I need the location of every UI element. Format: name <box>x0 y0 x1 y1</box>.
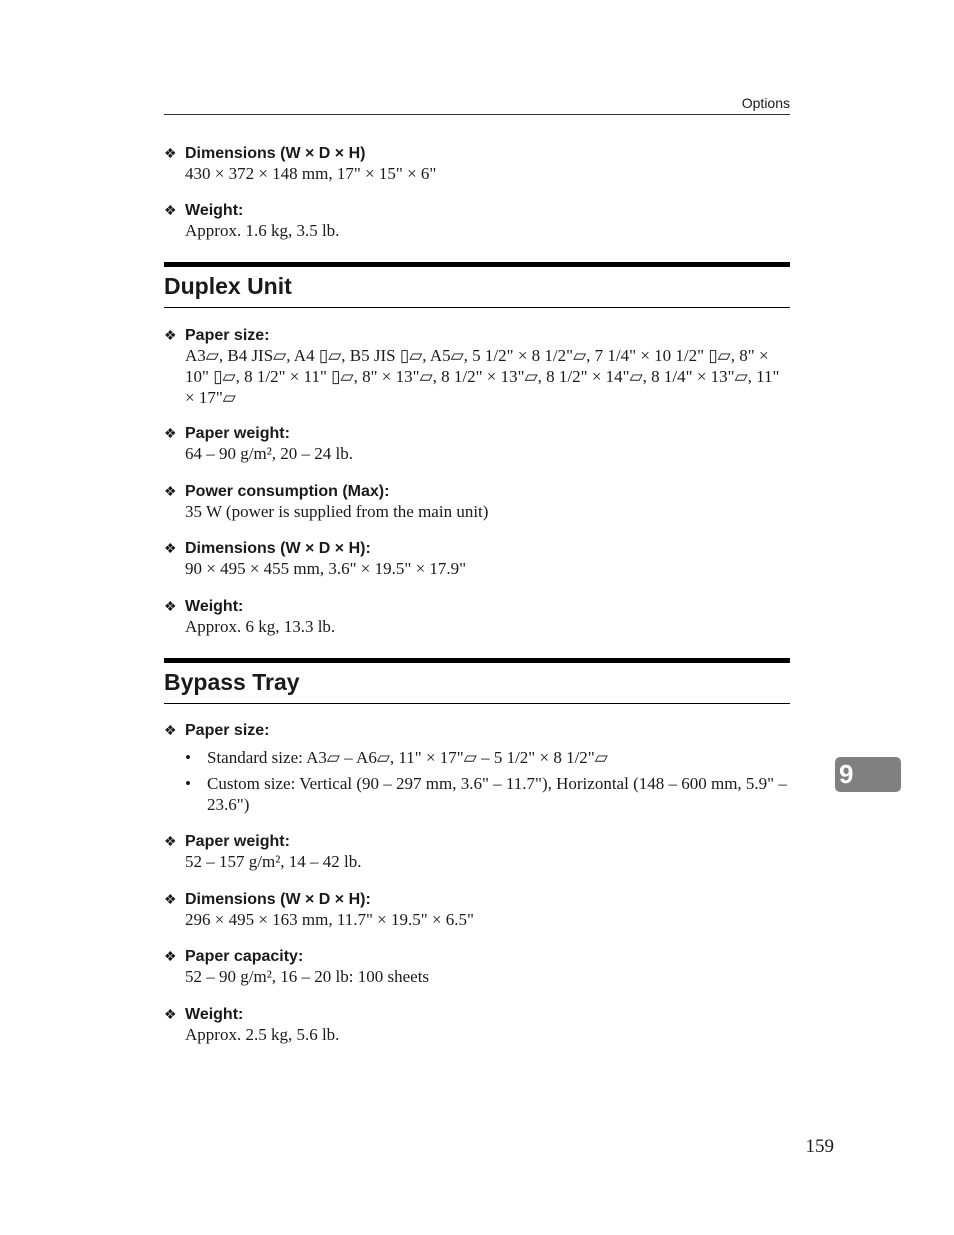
spec-value: Approx. 1.6 kg, 3.5 lb. <box>185 221 340 240</box>
spec-dimensions-duplex <box>164 538 792 579</box>
list-item-text: Standard size: A3▱ – A6▱, 11" × 17"▱ – 5 1/2" × 8 1/2"▱ <box>207 748 608 767</box>
spec-label: Weight: <box>185 598 244 615</box>
diamond-bullet-icon: ❖ <box>164 202 177 218</box>
diamond-bullet-icon: ❖ <box>164 833 177 849</box>
spec-label: Weight: <box>185 1006 244 1023</box>
paper-size-bullet-list <box>185 747 791 815</box>
section-rule <box>164 307 790 308</box>
bullet-dot-icon: • <box>185 748 191 767</box>
spec-label: Paper weight: <box>185 425 290 442</box>
spec-power-duplex <box>164 481 792 522</box>
diamond-bullet-icon: ❖ <box>164 598 177 614</box>
spec-label: Paper weight: <box>185 833 290 850</box>
section-title-bypass-tray: Bypass Tray <box>164 669 300 695</box>
spec-paper-weight-duplex <box>164 423 792 464</box>
section-bar <box>164 658 790 663</box>
diamond-bullet-icon: ❖ <box>164 948 177 964</box>
spec-value: A3▱, B4 JIS▱, A4 ▯▱, B5 JIS ▯▱, A5▱, 5 1/2" × 8 1/2"▱, 7 1/4" × 10 1/2" ▯▱, 8" × 10" ▯▱, 8 1/2" × 11" ▯▱, 8" × 13"▱, 8 1/2" × 13"▱, 8 1/2" × 14"▱, 8 1/4" × 13"▱, 11" × 17"▱ <box>185 346 780 407</box>
list-item-text: Custom size: Vertical (90 – 297 mm, 3.6" – 11.7"), Horizontal (148 – 600 mm, 5.9" – 23.6") <box>207 774 787 814</box>
spec-label: Power consumption (Max): <box>185 483 390 500</box>
diamond-bullet-icon: ❖ <box>164 1006 177 1022</box>
spec-label: Weight: <box>185 202 244 219</box>
spec-value: 296 × 495 × 163 mm, 11.7" × 19.5" × 6.5" <box>185 910 474 929</box>
chapter-tab: 9 <box>835 757 901 792</box>
spec-label: Paper size: <box>185 327 270 344</box>
spec-dimensions-bypass <box>164 889 792 930</box>
spec-value: 52 – 90 g/m², 16 – 20 lb: 100 sheets <box>185 967 430 986</box>
header-rule <box>164 114 790 115</box>
page-number: 159 <box>805 1136 834 1157</box>
diamond-bullet-icon: ❖ <box>164 540 177 556</box>
diamond-bullet-icon: ❖ <box>164 722 177 738</box>
spec-label: Paper capacity: <box>185 948 304 965</box>
diamond-bullet-icon: ❖ <box>164 327 177 343</box>
spec-weight-bypass <box>164 1004 792 1045</box>
spec-weight-top <box>164 200 792 241</box>
list-item <box>185 773 791 815</box>
section-bar <box>164 262 790 267</box>
spec-value: Approx. 6 kg, 13.3 lb. <box>185 617 336 636</box>
running-header: Options <box>741 95 790 111</box>
spec-label: Dimensions (W × D × H): <box>185 540 371 557</box>
section-rule <box>164 703 790 704</box>
list-item <box>185 747 791 768</box>
spec-value: 64 – 90 g/m², 20 – 24 lb. <box>185 444 354 463</box>
spec-paper-size-duplex <box>164 325 792 408</box>
spec-dimensions-top <box>164 143 792 184</box>
spec-value: 430 × 372 × 148 mm, 17" × 15" × 6" <box>185 164 437 183</box>
spec-paper-weight-bypass <box>164 831 792 872</box>
spec-value: 90 × 495 × 455 mm, 3.6" × 19.5" × 17.9" <box>185 559 467 578</box>
bullet-dot-icon: • <box>185 774 191 793</box>
spec-weight-duplex <box>164 596 792 637</box>
spec-value: Approx. 2.5 kg, 5.6 lb. <box>185 1025 340 1044</box>
spec-label: Dimensions (W × D × H): <box>185 891 371 908</box>
diamond-bullet-icon: ❖ <box>164 891 177 907</box>
spec-paper-size-bypass <box>164 720 792 740</box>
spec-value: 35 W (power is supplied from the main unit) <box>185 502 489 521</box>
spec-paper-capacity-bypass <box>164 946 792 987</box>
diamond-bullet-icon: ❖ <box>164 483 177 499</box>
diamond-bullet-icon: ❖ <box>164 145 177 161</box>
spec-label: Dimensions (W × D × H) <box>185 145 366 162</box>
section-title-duplex-unit: Duplex Unit <box>164 273 292 299</box>
spec-label: Paper size: <box>185 722 270 739</box>
diamond-bullet-icon: ❖ <box>164 425 177 441</box>
spec-value: 52 – 157 g/m², 14 – 42 lb. <box>185 852 362 871</box>
